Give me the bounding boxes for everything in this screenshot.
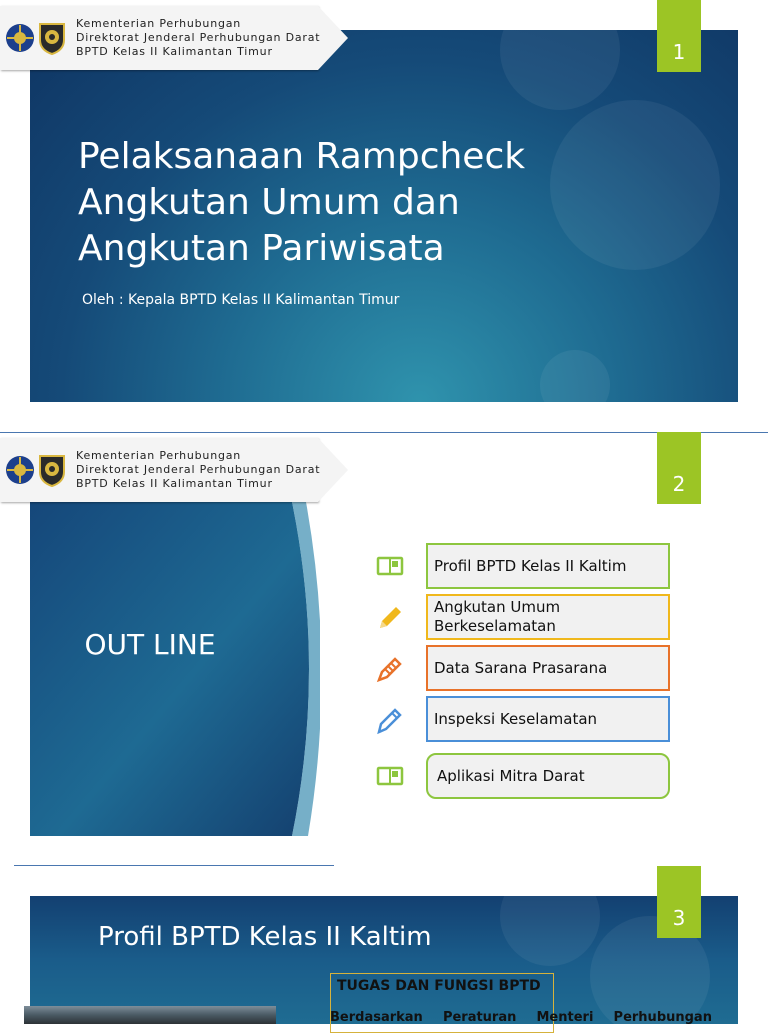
- ministry-header: [0, 438, 340, 502]
- body-word: Berdasarkan: [330, 1010, 423, 1025]
- outline-item[interactable]: [426, 543, 670, 589]
- body-word: Peraturan: [442, 1010, 517, 1025]
- pencil-outline-icon: [374, 704, 406, 736]
- tugas-fungsi-box: TUGAS DAN FUNGSI BPTD: [330, 973, 554, 1033]
- slide-1-title: [78, 134, 698, 272]
- ministry-header: [0, 6, 340, 70]
- office-photo: [24, 1006, 276, 1024]
- header-line-1: Kementerian Perhubungan: [76, 17, 242, 30]
- outline-item[interactable]: [426, 696, 670, 742]
- header-line-3: BPTD Kelas II Kalimantan Timur: [76, 45, 273, 58]
- outline-item-label: Profil BPTD Kelas II Kaltim: [434, 556, 627, 575]
- slide-2: [0, 432, 768, 864]
- slide-number-badge: 2: [657, 432, 701, 504]
- slide-3: [0, 866, 768, 1024]
- slide-1: [0, 0, 768, 420]
- pen-icon: [374, 652, 406, 684]
- title-line: Angkutan Pariwisata: [78, 228, 445, 269]
- outline-item[interactable]: [426, 594, 670, 640]
- book-icon: [374, 760, 406, 792]
- book-icon: [374, 550, 406, 582]
- header-line-2: Direktorat Jenderal Perhubungan Darat: [76, 31, 321, 44]
- body-word: Perhubungan: [613, 1010, 712, 1025]
- body-word: Menteri: [536, 1010, 594, 1025]
- outline-item-label: Data Sarana Prasarana: [434, 658, 608, 677]
- directorate-emblem-icon: [36, 452, 68, 488]
- slide-number-badge: 3: [657, 866, 701, 938]
- title-line: Pelaksanaan Rampcheck: [78, 136, 526, 177]
- directorate-emblem-icon: [36, 20, 68, 56]
- title-line: Angkutan Umum dan: [78, 182, 460, 223]
- outline-panel-background: [30, 502, 320, 836]
- ministry-emblem-icon: [4, 452, 36, 488]
- outline-item[interactable]: [426, 645, 670, 691]
- body-text-line: [330, 1010, 712, 1025]
- header-line-2: Direktorat Jenderal Perhubungan Darat: [76, 463, 321, 476]
- outline-item-label: Aplikasi Mitra Darat: [437, 766, 585, 785]
- ministry-emblem-icon: [4, 20, 36, 56]
- pencil-icon: [374, 600, 406, 632]
- slide-1-subtitle: Oleh : Kepala BPTD Kelas II Kalimantan Timur: [82, 292, 400, 308]
- outline-item[interactable]: [426, 753, 670, 799]
- slide-3-title: Profil BPTD Kelas II Kaltim: [98, 922, 432, 952]
- slide-number-badge: 1: [657, 0, 701, 72]
- header-line-3: BPTD Kelas II Kalimantan Timur: [76, 477, 273, 490]
- outline-item-label: Inspeksi Keselamatan: [434, 709, 598, 728]
- outline-title: OUT LINE: [84, 628, 216, 661]
- outline-item-label: Angkutan Umum Berkeselamatan: [434, 598, 561, 635]
- header-line-1: Kementerian Perhubungan: [76, 449, 242, 462]
